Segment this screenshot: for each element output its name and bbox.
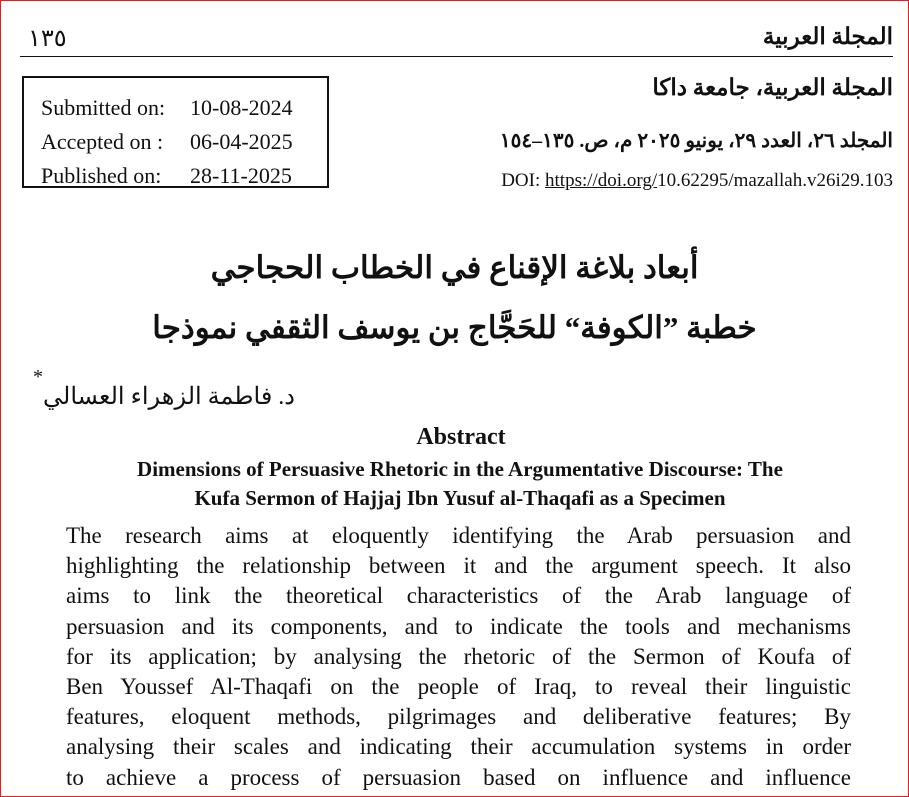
- abstract-line: Ben Youssef Al-Thaqafi on the people of Iraq, to reveal their linguistic: [66, 674, 851, 700]
- doi-suffix: 10.62295/mazallah.v26i29.103: [657, 170, 893, 191]
- abstract-heading: Abstract: [416, 424, 506, 450]
- english-title-line-1: Dimensions of Persuasive Rhetoric in the Argumentative Discourse: The: [137, 457, 783, 481]
- published-date: 28-11-2025: [190, 163, 292, 188]
- submitted-label: Submitted on:: [41, 95, 166, 120]
- doi-link[interactable]: https://doi.org/: [545, 170, 658, 191]
- author-footnote-marker: *: [33, 366, 43, 388]
- abstract-line: to achieve a process of persuasion based on influence and influence: [66, 764, 851, 790]
- accepted-line: [41, 125, 327, 159]
- volume-issue-pages: المجلد ٢٦، العدد ٢٩، يونيو ٢٠٢٥ م، ص. ١٣٥–١٥٤: [499, 130, 893, 152]
- accepted-label: Accepted on :: [41, 129, 164, 154]
- author-name: د. فاطمة الزهراء العسالي: [43, 384, 295, 410]
- arabic-title-line-2: خطبة ”الكوفة“ للحَجَّاج بن يوسف الثقفي نموذجا: [152, 310, 757, 345]
- english-title: [60, 455, 860, 513]
- abstract-line: The research aims at eloquently identifying the Arab persuasion and: [66, 523, 851, 548]
- accepted-date: 06-04-2025: [190, 129, 293, 154]
- submitted-line: [41, 91, 327, 125]
- submitted-date: 10-08-2024: [190, 95, 293, 120]
- abstract-line: analysing their scales and indicating their accumulation systems in order: [66, 734, 851, 760]
- header-divider: [20, 56, 893, 57]
- doi-line: [501, 170, 893, 192]
- submission-dates-box: [22, 76, 329, 188]
- published-label: Published on:: [41, 163, 162, 188]
- abstract-line: aims to link the theoretical characteristics of the Arab language of: [66, 583, 851, 609]
- abstract-line: features, eloquent methods, pilgrimages and deliberative features; By: [66, 704, 851, 730]
- arabic-title-line-1: أبعاد بلاغة الإقناع في الخطاب الحجاجي: [210, 250, 699, 285]
- english-title-line-2: Kufa Sermon of Hajjaj Ibn Yusuf al-Thaqafi as a Specimen: [194, 486, 726, 510]
- abstract-body: [66, 521, 851, 793]
- abstract-line: for its application; by analysing the rhetoric of the Sermon of Koufa of: [66, 643, 851, 669]
- page-number: ١٣٥: [28, 26, 67, 52]
- doi-prefix: DOI:: [501, 170, 546, 191]
- published-line: [41, 159, 327, 193]
- running-header-journal-name: المجلة العربية: [762, 24, 893, 49]
- abstract-line: highlighting the relationship between it and the argument speech. It also: [66, 553, 851, 579]
- journal-affiliation: المجلة العربية، جامعة داكا: [652, 75, 893, 100]
- abstract-line: persuasion and its components, and to indicate the tools and mechanisms: [66, 613, 851, 639]
